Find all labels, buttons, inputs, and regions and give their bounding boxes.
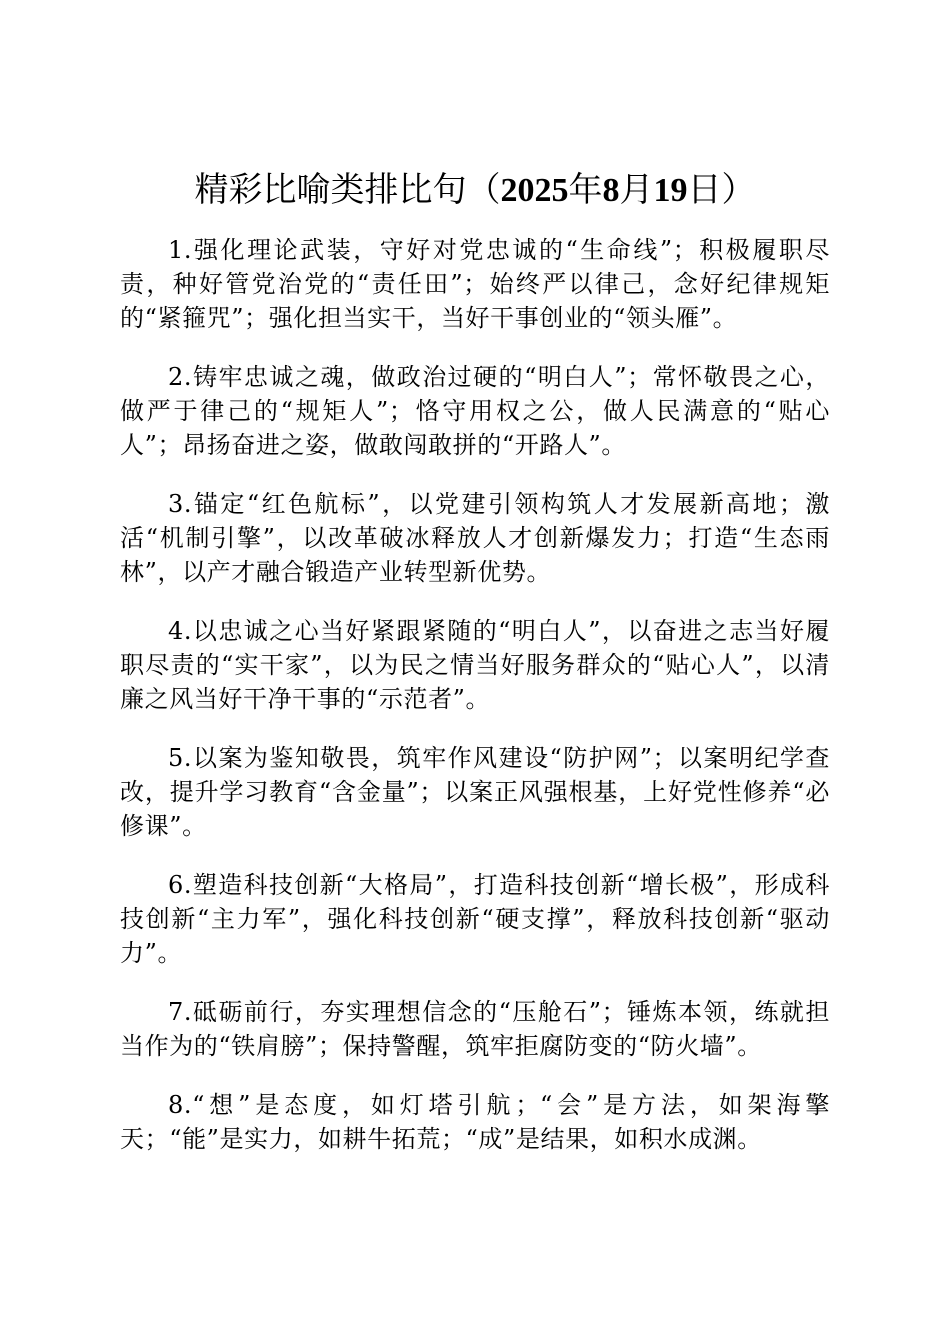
paragraph-8: 8.“想”是态度，如灯塔引航；“会”是方法，如架海擎天；“能”是实力，如耕牛拓荒；“成”是结果，如积水成渊。 bbox=[120, 1091, 830, 1153]
paragraph-2: 2.铸牢忠诚之魂，做政治过硬的“明白人”；常怀敬畏之心，做严于律己的“规矩人”；恪守用权之公，做人民满意的“贴心人”；昂扬奋进之姿，做敢闯敢拼的“开路人”。 bbox=[120, 363, 830, 459]
title-year-suffix: 年 bbox=[568, 170, 603, 210]
paragraph-1: 1.强化理论武装，守好对党忠诚的“生命线”；积极履职尽责，种好管党治党的“责任田”；始终严以律己，念好纪律规矩的“紧箍咒”；强化担当实干，当好干事创业的“领头雁”。 bbox=[120, 236, 830, 332]
document-body bbox=[120, 233, 830, 1181]
document-title bbox=[120, 168, 830, 213]
title-month: 8 bbox=[602, 172, 620, 209]
title-suffix: 日） bbox=[687, 170, 756, 210]
paragraph-4: 4.以忠诚之心当好紧跟紧随的“明白人”，以奋进之志当好履职尽责的“实干家”，以为民之情当好服务群众的“贴心人”，以清廉之风当好干净干事的“示范者”。 bbox=[120, 617, 830, 713]
title-month-suffix: 月 bbox=[619, 170, 654, 210]
paragraph-3: 3.锚定“红色航标”，以党建引领构筑人才发展新高地；激活“机制引擎”，以改革破冰释放人才创新爆发力；打造“生态雨林”，以产才融合锻造产业转型新优势。 bbox=[120, 490, 830, 586]
title-day: 19 bbox=[653, 172, 688, 209]
paragraph-5: 5.以案为鉴知敬畏，筑牢作风建设“防护网”；以案明纪学查改，提升学习教育“含金量”；以案正风强根基，上好党性修养“必修课”。 bbox=[120, 744, 830, 840]
title-year: 2025 bbox=[500, 172, 569, 209]
paragraph-7: 7.砥砺前行，夯实理想信念的“压舱石”；锤炼本领，练就担当作为的“铁肩膀”；保持警醒，筑牢拒腐防变的“防火墙”。 bbox=[120, 998, 830, 1060]
title-prefix: 精彩比喻类排比句（ bbox=[194, 170, 501, 210]
paragraph-6: 6.塑造科技创新“大格局”，打造科技创新“增长极”，形成科技创新“主力军”，强化科技创新“硬支撑”，释放科技创新“驱动力”。 bbox=[120, 871, 830, 967]
